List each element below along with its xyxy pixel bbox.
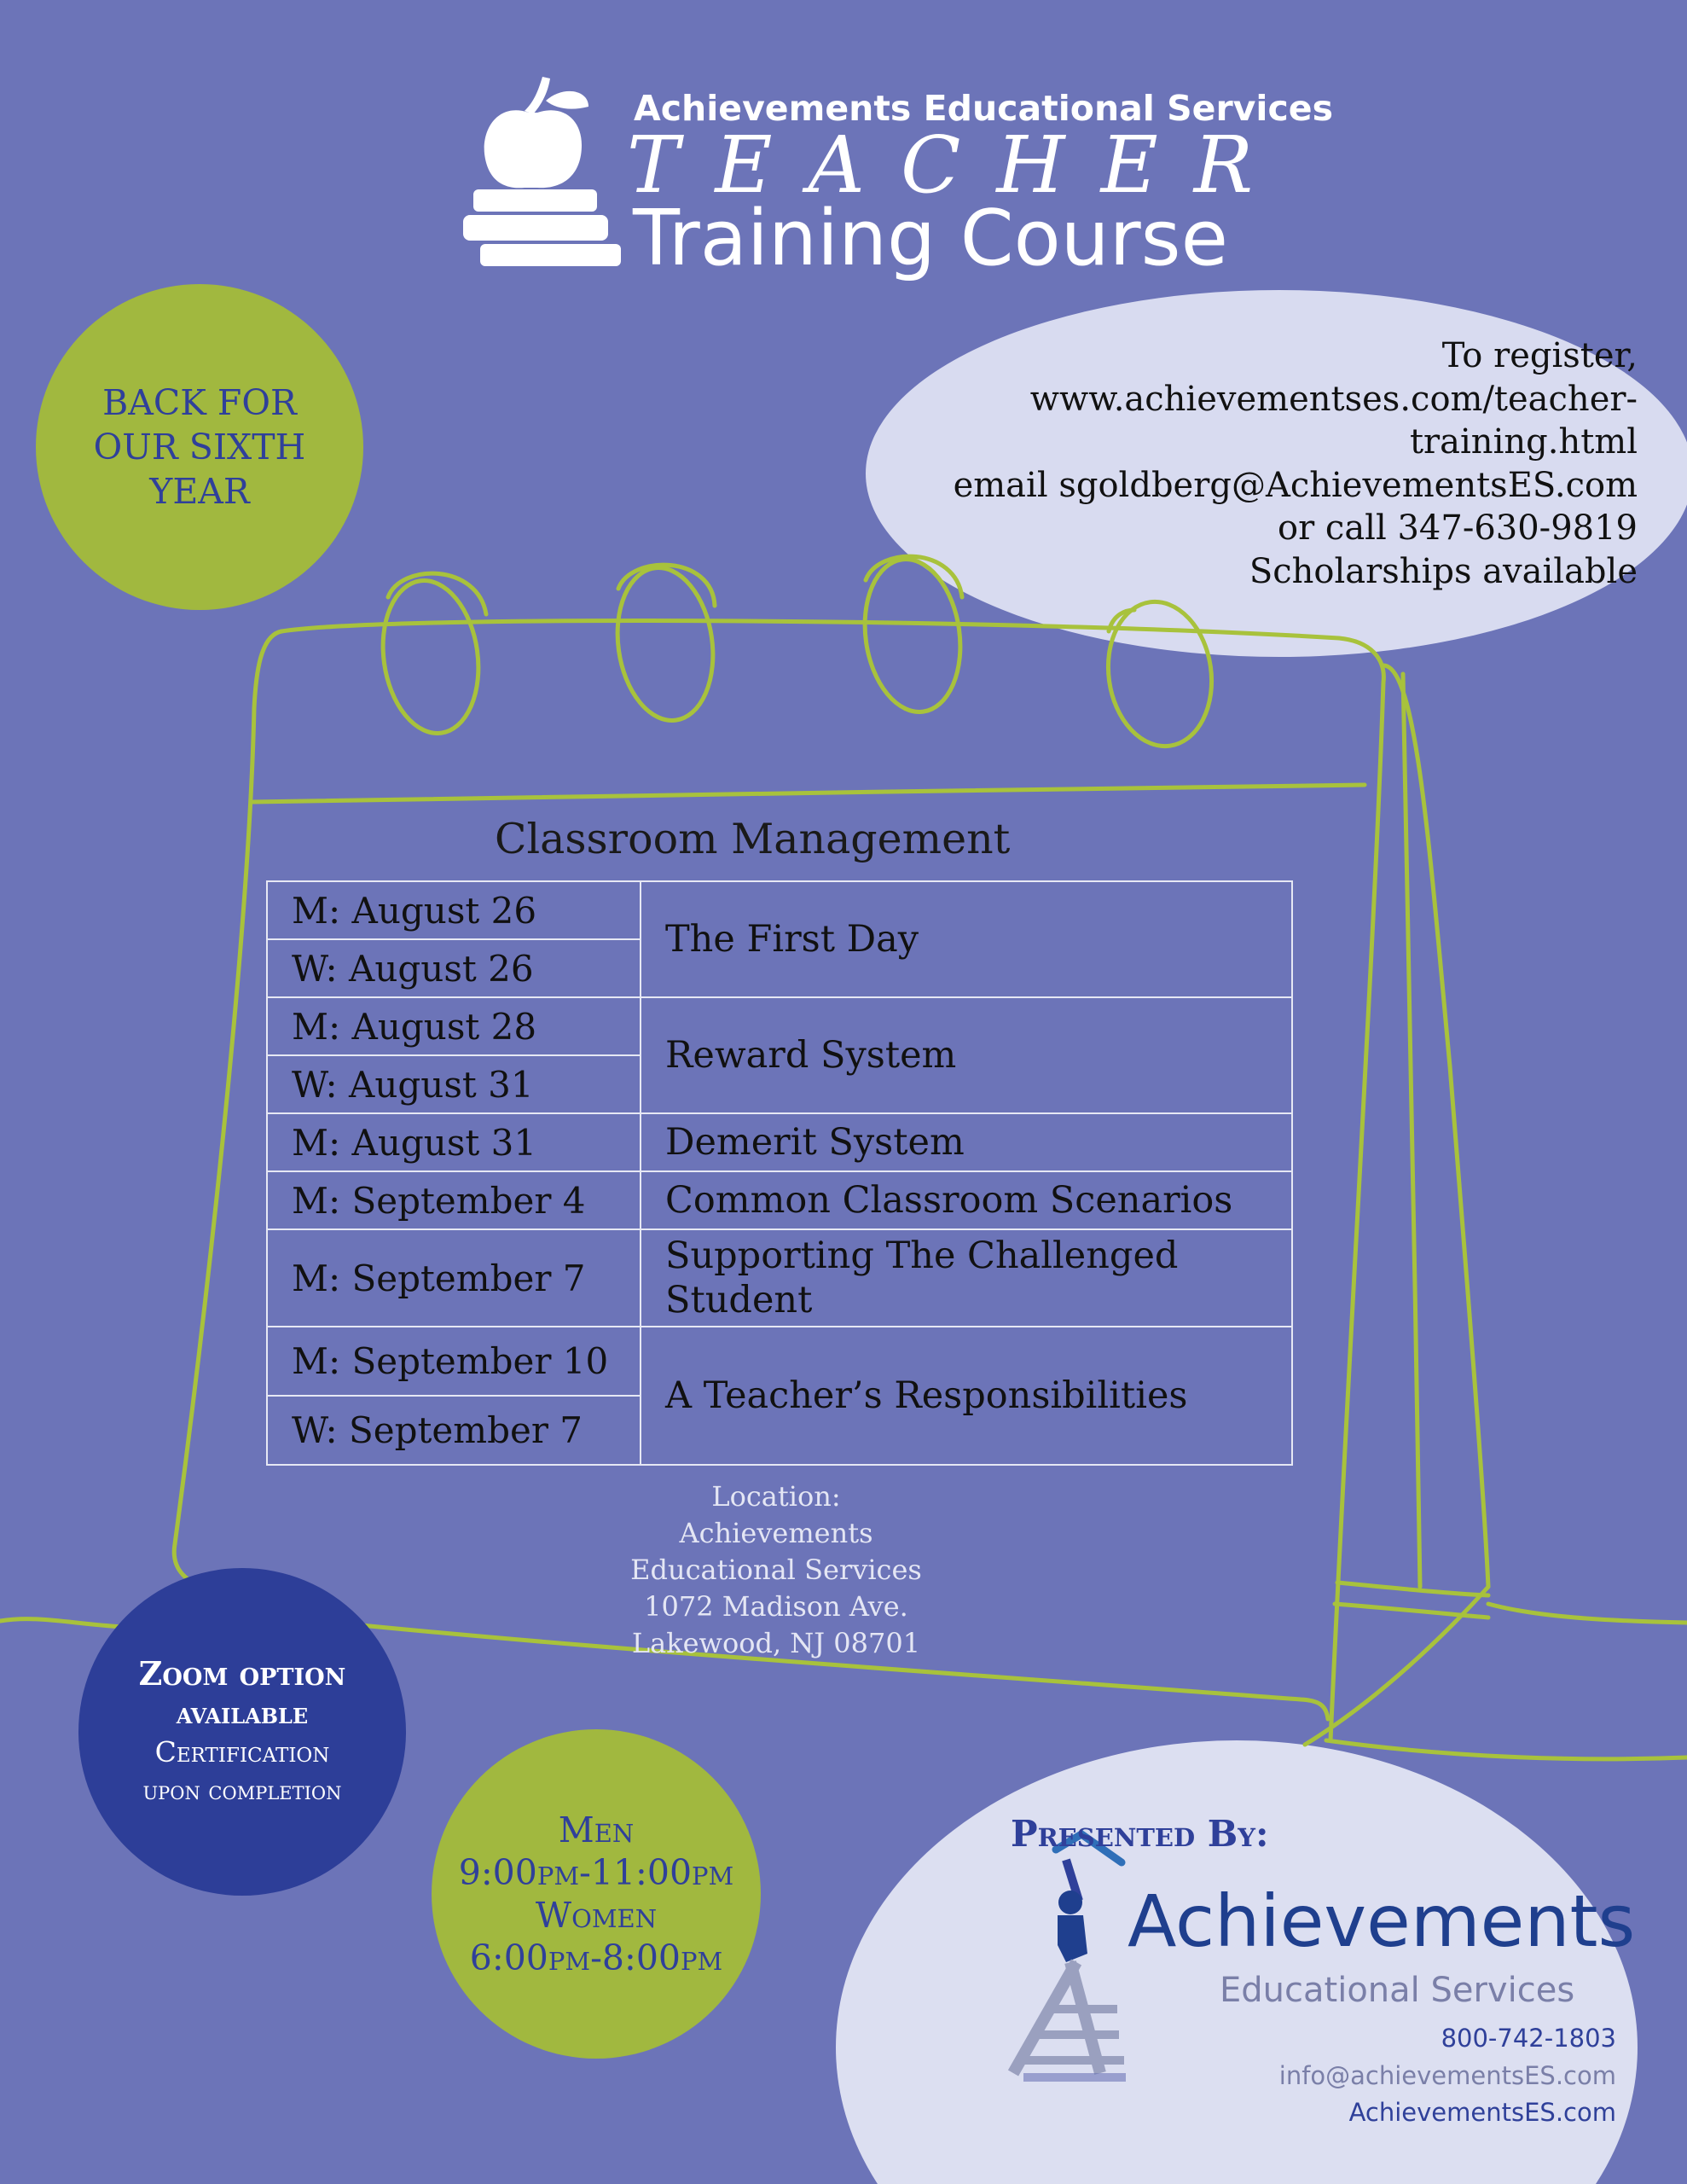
certification-line: Certification: [154, 1735, 330, 1769]
location-info: [563, 1478, 989, 1662]
date-cell: M: August 31: [267, 1113, 641, 1171]
table-row: [267, 881, 1292, 939]
topic-cell: Demerit System: [641, 1113, 1292, 1171]
register-url-line[interactable]: www.achievementses.com/teacher-: [1029, 379, 1638, 419]
topic-cell: Reward System: [641, 997, 1292, 1113]
header-course-title: Training Course: [633, 194, 1228, 283]
schedule-table: [266, 880, 1293, 1466]
table-row: [267, 1327, 1292, 1396]
contact-website[interactable]: AchievementsES.com: [1348, 2098, 1616, 2127]
date-cell: W: September 7: [267, 1396, 641, 1465]
logo-name: Achievements: [1128, 1879, 1636, 1963]
location-line: Educational Services: [630, 1554, 922, 1586]
location-line: 1072 Madison Ave.: [644, 1590, 908, 1623]
register-phone-line: or call 347-630-9819: [1278, 508, 1638, 548]
topic-cell: Supporting The Challenged Student: [641, 1229, 1292, 1327]
zoom-line: Zoom option: [138, 1654, 346, 1693]
register-line: To register,: [1441, 336, 1638, 375]
presented-by-label: Presented By:: [1011, 1813, 1269, 1855]
date-cell: M: August 28: [267, 997, 641, 1055]
class-times-badge: [432, 1729, 761, 2059]
times-line: 6:00pm-8:00pm: [469, 1937, 723, 1978]
certification-line: upon completion: [142, 1776, 342, 1806]
registration-info: [853, 334, 1638, 593]
schedule-title: Classroom Management: [495, 815, 1011, 863]
header-teacher-title: TEACHER: [627, 119, 1290, 211]
zoom-line: available: [176, 1697, 309, 1731]
zoom-option-badge: [78, 1568, 406, 1896]
location-line: Achievements: [679, 1517, 873, 1549]
badge-back-line: YEAR: [149, 471, 250, 512]
date-cell: W: August 31: [267, 1055, 641, 1113]
times-line: Women: [535, 1895, 658, 1936]
table-row: [267, 1229, 1292, 1327]
topic-cell: The First Day: [641, 881, 1292, 997]
table-row: [267, 1171, 1292, 1229]
contact-phone: 800-742-1803: [1441, 2024, 1616, 2053]
topic-cell: A Teacher’s Responsibilities: [641, 1327, 1292, 1465]
date-cell: M: September 4: [267, 1171, 641, 1229]
register-url-line[interactable]: training.html: [1409, 422, 1638, 462]
location-line: Lakewood, NJ 08701: [631, 1627, 921, 1659]
badge-back-line: BACK FOR: [102, 382, 297, 423]
apple-on-books-icon: [463, 77, 621, 266]
date-cell: M: August 26: [267, 881, 641, 939]
table-row: [267, 1113, 1292, 1171]
logo-subtitle: Educational Services: [1220, 1971, 1575, 2010]
date-cell: M: September 10: [267, 1327, 641, 1396]
contact-email[interactable]: info@achievementsES.com: [1278, 2061, 1616, 2090]
register-email-line[interactable]: email sgoldberg@AchievementsES.com: [953, 465, 1638, 505]
back-sixth-year-badge: [36, 284, 363, 610]
topic-cell: Common Classroom Scenarios: [641, 1171, 1292, 1229]
register-scholarship-line: Scholarships available: [1249, 551, 1638, 591]
location-line: Location:: [711, 1480, 841, 1513]
table-row: [267, 997, 1292, 1055]
times-line: 9:00pm-11:00pm: [458, 1852, 734, 1893]
times-line: Men: [558, 1809, 635, 1850]
date-cell: M: September 7: [267, 1229, 641, 1327]
date-cell: W: August 26: [267, 939, 641, 997]
header-org-name: Achievements Educational Services: [634, 88, 1333, 129]
badge-back-line: OUR SIXTH: [93, 427, 306, 468]
